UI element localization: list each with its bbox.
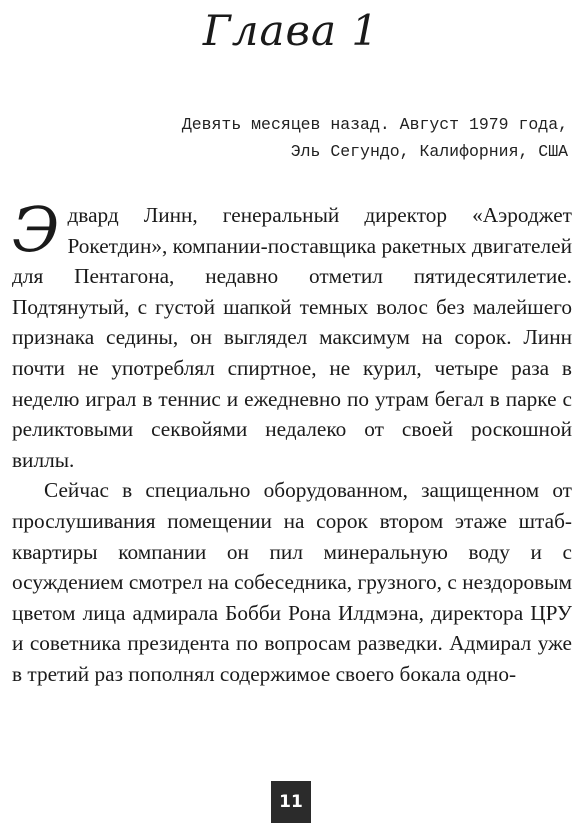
chapter-body bbox=[12, 193, 572, 690]
paragraph-1-text: двард Линн, генеральный директор «Аэроджет Рокетдин», компании-поставщика ракетных двигателей для Пентагона, недавно отметил пятидесятилетие. Подтянутый, с густой шапкой темных волос без малейшего признака седины, он выглядел максимум на сорок. Линн почти не употреблял спиртное, не курил, четыре раза в неделю играл в теннис и ежедневно по утрам бегал в парке с реликтовыми секвойями недалеко от своей роскошной виллы. bbox=[12, 203, 572, 472]
drop-cap: Э bbox=[12, 193, 60, 266]
epigraph-line-2: Эль Сегундо, Калифорния, США bbox=[290, 142, 568, 161]
epigraph bbox=[28, 111, 568, 165]
paragraph-1 bbox=[12, 193, 572, 475]
paragraph-2: Сейчас в специально оборудованном, защищенном от прослушивания помещении на сорок втором этаже штаб-квартиры компании он пил минеральную воду и с осуждением смотрел на собеседника, грузного, с нездоровым цветом лица адмирала Бобби Рона Илдмэна, директора ЦРУ и советника президента по вопросам разведки. Адмирал уже в третий раз пополнял содержимое своего бокала одно- bbox=[12, 478, 572, 686]
chapter-title: Глава 1 bbox=[202, 6, 380, 55]
epigraph-line-1: Девять месяцев назад. Август 1979 года, bbox=[181, 115, 568, 134]
page-number: 11 bbox=[271, 781, 311, 823]
